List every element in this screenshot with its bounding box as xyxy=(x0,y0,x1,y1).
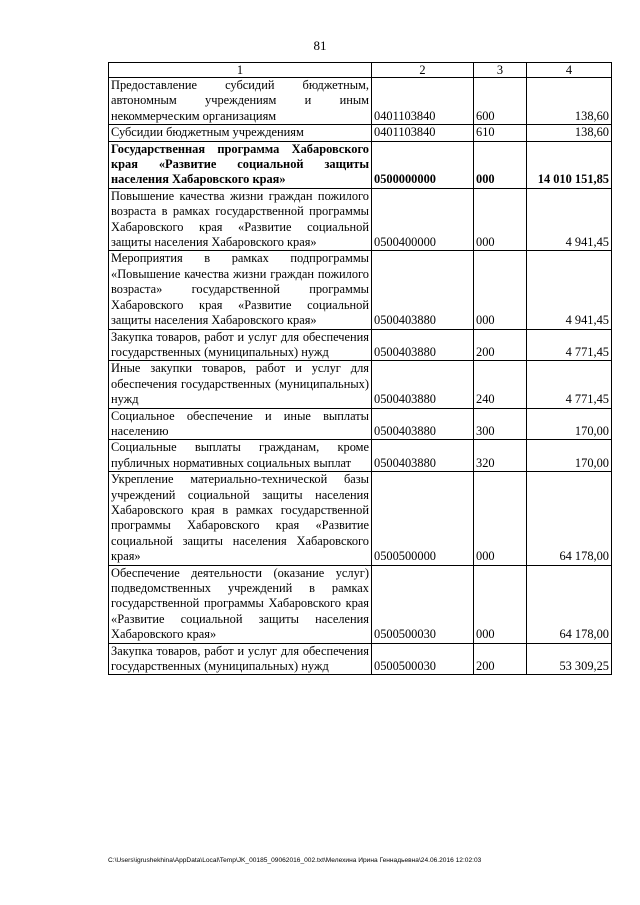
row-name-cell: Укрепление материально-технической базы учреждений социальной защиты населения Хабаровского края в рамках государственной программы Хабаровского края «Развитие социальной защиты населения Хабаровского края» xyxy=(109,472,372,565)
table-row xyxy=(109,251,612,329)
row-amount-cell: 138,60 xyxy=(527,78,612,125)
row-name-cell: Закупка товаров, работ и услуг для обеспечения государственных (муниципальных) нужд xyxy=(109,643,372,675)
table-row xyxy=(109,125,612,141)
row-amount-cell: 53 309,25 xyxy=(527,643,612,675)
row-type-cell: 300 xyxy=(474,408,527,440)
row-code-cell: 0401103840 xyxy=(372,125,474,141)
table-row xyxy=(109,78,612,125)
page-number: 81 xyxy=(313,38,327,53)
row-amount-cell: 14 010 151,85 xyxy=(527,141,612,188)
row-name-cell: Иные закупки товаров, работ и услуг для обеспечения государственных (муниципальных) нужд xyxy=(109,361,372,408)
row-name-cell: Социальное обеспечение и иные выплаты населению xyxy=(109,408,372,440)
row-amount-cell: 4 941,45 xyxy=(527,251,612,329)
budget-table xyxy=(108,62,612,675)
row-name-cell: Повышение качества жизни граждан пожилого возраста в рамках государственной программы Хабаровского края «Развитие социальной защиты населения Хабаровского края» xyxy=(109,188,372,251)
row-type-cell: 240 xyxy=(474,361,527,408)
budget-table-body xyxy=(109,63,612,675)
row-amount-cell: 64 178,00 xyxy=(527,565,612,643)
row-type-cell: 000 xyxy=(474,565,527,643)
table-header-row xyxy=(109,63,612,78)
table-row xyxy=(109,329,612,361)
table-row xyxy=(109,141,612,188)
row-amount-cell: 4 771,45 xyxy=(527,329,612,361)
row-code-cell: 0401103840 xyxy=(372,78,474,125)
row-type-cell: 200 xyxy=(474,329,527,361)
row-code-cell: 0500403880 xyxy=(372,408,474,440)
row-code-cell: 0500000000 xyxy=(372,141,474,188)
header-col-2: 2 xyxy=(372,63,474,78)
row-type-cell: 320 xyxy=(474,440,527,472)
header-col-1: 1 xyxy=(109,63,372,78)
row-name-cell: Обеспечение деятельности (оказание услуг) подведомственных учреждений в рамках государственной программы Хабаровского края «Развитие социальной защиты населения Хабаровского края» xyxy=(109,565,372,643)
table-row xyxy=(109,472,612,565)
row-code-cell: 0500403880 xyxy=(372,329,474,361)
row-code-cell: 0500403880 xyxy=(372,440,474,472)
row-type-cell: 000 xyxy=(474,472,527,565)
table-row xyxy=(109,188,612,251)
file-path-footer: C:\Users\igrushekhina\AppData\Local\Temp\JK_00185_09062016_002.txt\Мелехина Ирина Геннадьевна\24.06.2016 12:02:03 xyxy=(108,857,482,864)
table-row xyxy=(109,440,612,472)
table-row xyxy=(109,408,612,440)
row-type-cell: 600 xyxy=(474,78,527,125)
table-row xyxy=(109,565,612,643)
row-code-cell: 0500500030 xyxy=(372,565,474,643)
row-amount-cell: 4 941,45 xyxy=(527,188,612,251)
row-code-cell: 0500500000 xyxy=(372,472,474,565)
row-name-cell: Государственная программа Хабаровского края «Развитие социальной защиты населения Хабаровского края» xyxy=(109,141,372,188)
row-amount-cell: 138,60 xyxy=(527,125,612,141)
row-type-cell: 200 xyxy=(474,643,527,675)
row-amount-cell: 170,00 xyxy=(527,440,612,472)
row-code-cell: 0500400000 xyxy=(372,188,474,251)
row-name-cell: Предоставление субсидий бюджетным, автономным учреждениям и иным некоммерческим организациям xyxy=(109,78,372,125)
row-name-cell: Закупка товаров, работ и услуг для обеспечения государственных (муниципальных) нужд xyxy=(109,329,372,361)
row-amount-cell: 64 178,00 xyxy=(527,472,612,565)
row-name-cell: Мероприятия в рамках подпрограммы «Повышение качества жизни граждан пожилого возраста» государственной программы Хабаровского края «Развитие социальной защиты населения Хабаровского края» xyxy=(109,251,372,329)
row-code-cell: 0500403880 xyxy=(372,361,474,408)
row-name-cell: Субсидии бюджетным учреждениям xyxy=(109,125,372,141)
row-type-cell: 000 xyxy=(474,188,527,251)
row-name-cell: Социальные выплаты гражданам, кроме публичных нормативных социальных выплат xyxy=(109,440,372,472)
header-col-4: 4 xyxy=(527,63,612,78)
row-code-cell: 0500500030 xyxy=(372,643,474,675)
row-code-cell: 0500403880 xyxy=(372,251,474,329)
row-type-cell: 610 xyxy=(474,125,527,141)
row-amount-cell: 4 771,45 xyxy=(527,361,612,408)
table-row xyxy=(109,643,612,675)
row-type-cell: 000 xyxy=(474,251,527,329)
row-amount-cell: 170,00 xyxy=(527,408,612,440)
row-type-cell: 000 xyxy=(474,141,527,188)
table-row xyxy=(109,361,612,408)
header-col-3: 3 xyxy=(474,63,527,78)
